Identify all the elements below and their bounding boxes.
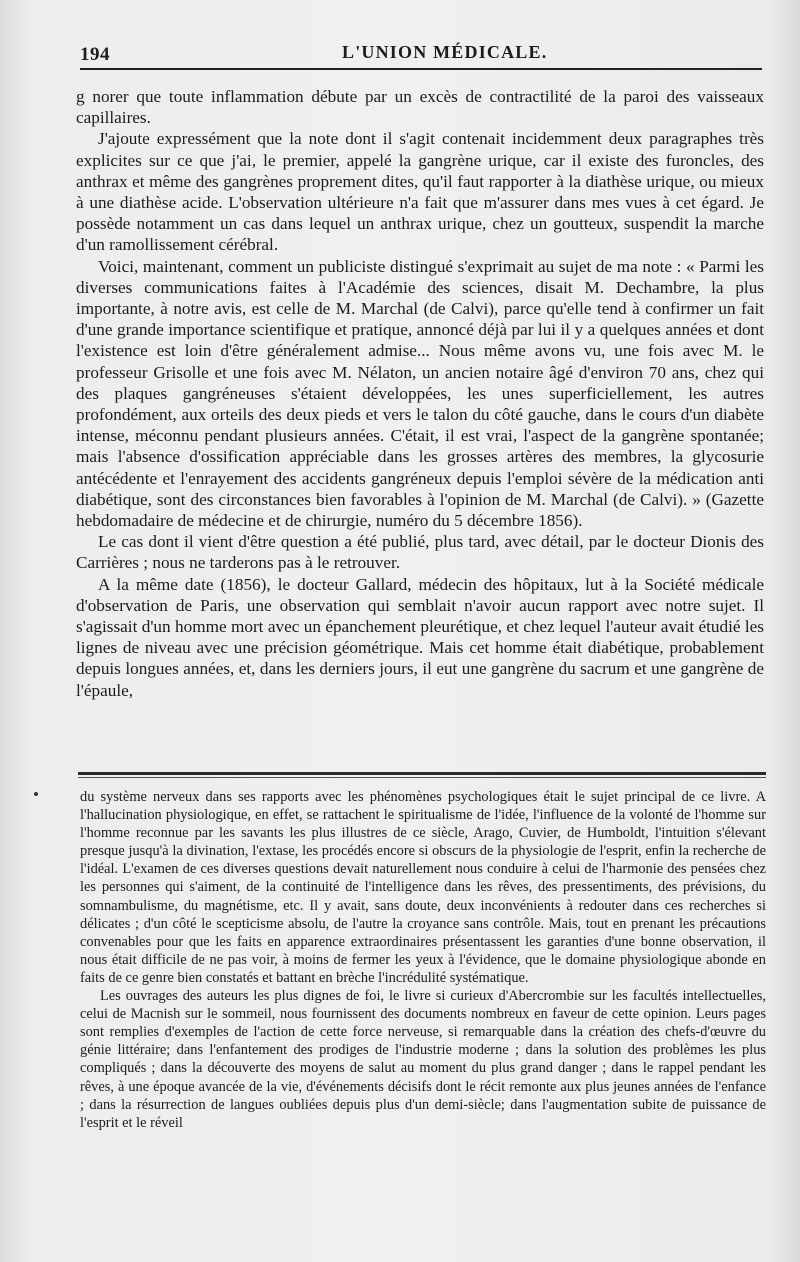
paragraph-4: Le cas dont il vient d'être question a été publié, plus tard, avec détail, par le docteur Dionis des Carrières ; nous ne tarderons pas à le retrouver. xyxy=(76,532,764,573)
footnote-paragraph-2: Les ouvrages des auteurs les plus dignes de foi, le livre si curieux d'Abercrombie sur les facultés intellectuelles, celui de Macnish sur le sommeil, nous fournissent des documents nombreux en faveur de cette opinion. Leurs pages sont remplies d'exemples de l'action de cette force nerveuse, si remarquable dans la création des chefs-d'œuvre du génie littéraire; dans l'enfantement des prodiges de l'industrie moderne ; dans la solution des problèmes les plus compliqués ; dans la découverte des moyens de salut au moment du plus grand danger ; dans le rappel pendant les rêves, à une époque avancée de la vie, d'événements décisifs dont le récit remonte aux plus jeunes années de l'enfance ; dans la résurrection de langues oubliées depuis plus d'un demi-siècle; dans l'augmentation subite de puissance de l'esprit et le réveil xyxy=(80,988,766,1131)
footnote-separator xyxy=(78,772,766,775)
footnote xyxy=(80,788,766,1132)
page-number: 194 xyxy=(80,44,110,65)
paragraph-2: J'ajoute expressément que la note dont il s'agit contenait incidemment deux paragraphes très explicites sur ce que j'ai, le premier, appelé la gangrène urique, car il existe des furoncles, des anthrax et même des gangrènes proprement dites, qu'il faut rapporter à la diathèse urique, ou mieux à une diathèse acide. L'observation ultérieure n'a fait que m'assurer dans mes vues à cet égard. Je possède notamment un cas dans lequel un anthrax urique, chez un goutteux, suspendit la marche d'un ramollissement cérébral. xyxy=(76,129,764,255)
header-rule xyxy=(80,68,762,70)
paragraph-3: Voici, maintenant, comment un publiciste distingué s'exprimait au sujet de ma note : « Parmi les diverses communications faites à l'Académie des sciences, disait M. Dechambre, la plus importante, à notre avis, est celle de M. Marchal (de Calvi), parce qu'elle tend à confirmer un fait d'une grande importance scientifique et pratique, annoncé déjà par lui il y a quelques années et dont l'existence est loin d'être généralement admise... Nous même avons vu, une fois avec M. le professeur Grisolle et une fois avec M. Nélaton, un ancien notaire âgé d'environ 70 ans, chez qui des plaques gangréneuses s'étaient développées, les unes superficiellement, les autres profondément, aux orteils des deux pieds et vers le talon du côté gauche, dans le cours d'un diabète intense, méconnu pendant plusieurs années. C'était, il est vrai, l'aspect de la gangrène spontanée; mais l'absence d'ossification appréciable dans les grosses artères des membres, la glycosurie antécédente et l'enrayement des accidents gangréneux depuis l'emploi sévère de la médication anti diabétique, sont des circonstances bien favorables à l'opinion de M. Marchal (de Calvi). » (Gazette hebdomadaire de médecine et de chirurgie, numéro du 5 décembre 1856). xyxy=(76,256,764,531)
paragraph-5: A la même date (1856), le docteur Gallard, médecin des hôpitaux, lut à la Société médicale d'observation de Paris, une observation qui semblait n'avoir aucun rapport avec notre sujet. Il s'agissait d'un homme mort avec un épanchement pleurétique, et chez lequel l'auteur avait étudié les lignes de niveau avec une précision géométrique. Mais cet homme était diabétique, probablement depuis longues années, et, dans les derniers jours, il eut une gangrène du sacrum et une gangrène de l'épaule, xyxy=(76,574,764,700)
main-text xyxy=(76,86,764,701)
footnote-separator-thin xyxy=(78,777,766,778)
page-header xyxy=(80,38,760,68)
paragraph-1: g norer que toute inflammation débute par un excès de contractilité de la paroi des vaisseaux capillaires. xyxy=(76,87,764,128)
margin-mark xyxy=(34,792,38,796)
footnote-paragraph-1: du système nerveux dans ses rapports avec les phénomènes psychologiques était le sujet principal de ce livre. A l'hallucination physiologique, en effet, se rattachent le spiritualisme de l'idée, l'influence de la volonté de l'homme sur l'homme reconnue par les savants les plus illustres de ce siècle, Arago, Cuvier, de Humboldt, l'intuition s'élevant presque jusqu'à la divination, l'extase, les procédés encore si obscurs de la physiologie de l'esprit, enfin la recherche de l'idéal. L'examen de ces diverses questions devait naturellement nous conduire à celui de l'harmonie des pensées chez les personnes qui s'aiment, de la continuité de l'intelligence dans les rêves, des pressentiments, des prévisions, du somnambulisme, du magnétisme, etc. Il y avait, sans doute, deux inconvénients à redouter dans ces recherches si délicates ; d'un côté le scepticisme absolu, de l'autre la croyance sans contrôle. Mais, tout en prenant les précautions convenables pour que les faits en apparence extraordinaires présentassent les garanties d'une bonne observation, il nous était difficile de ne pas voir, à moins de fermer les yeux à l'évidence, que le domaine physiologique abonde en faits de ce genre bien constatés et battant en brèche l'incrédulité systématique. xyxy=(80,789,766,986)
running-title: L'UNION MÉDICALE. xyxy=(342,42,548,62)
